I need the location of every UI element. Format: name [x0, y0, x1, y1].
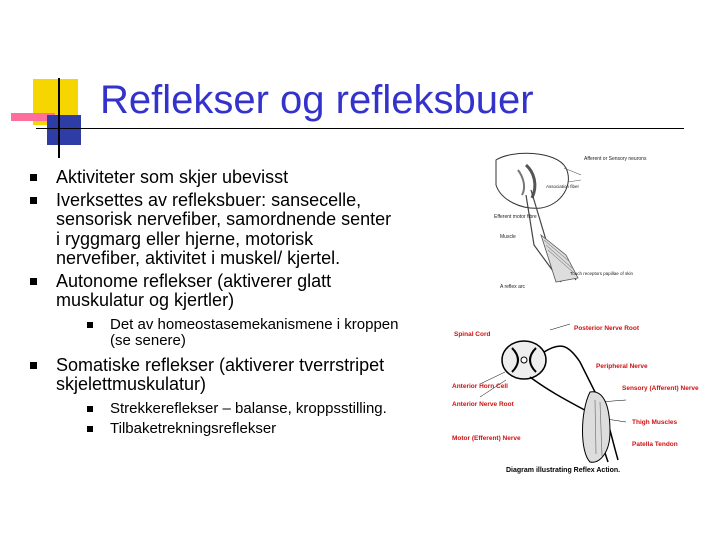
bullet-item [30, 356, 400, 395]
label-touch: Touch receptors papillae of skin [570, 271, 634, 276]
label-thigh-muscles: Thigh Muscles [632, 419, 678, 426]
reflex-action-diagram [450, 322, 699, 482]
label-efferent: Efferent motor fibre [494, 214, 537, 220]
label-sensory-nerve: Sensory (Afferent) Nerve [622, 385, 699, 392]
reflex-arc-svg [486, 150, 646, 295]
sub-bullet-text: Tilbaketrekningsreflekser [110, 420, 277, 437]
bullet-text: Aktiviteter som skjer ubevisst [56, 167, 289, 187]
label-muscle: Muscle [500, 234, 516, 240]
corner-blue-square [47, 115, 81, 145]
label-anterior-horn: Anterior Horn Cell [452, 383, 508, 390]
sub-bullet-item [87, 421, 400, 438]
bullet-item [30, 191, 400, 269]
bullet-marker [30, 197, 37, 204]
label-posterior-root: Posterior Nerve Root [574, 325, 640, 332]
title-rule [36, 128, 684, 129]
bullet-marker [30, 362, 37, 369]
sub-bullet-marker [87, 322, 93, 328]
sub-bullet-text: Det av homeostasemekanismene i kroppen (se senere) [110, 315, 399, 349]
reflex-arc-sketch [486, 150, 646, 295]
bullet-text: Somatiske reflekser (aktiverer tverrstripet skjelettmuskulatur) [56, 354, 385, 394]
label-association: Association fiber [546, 184, 580, 189]
bullet-text: Iverksettes av refleksbuer: sansecelle, sensorisk nervefiber, samordnende senter i ryggmarg eller hjerne, motorisk nervefiber, aktivitet i muskel/ kjertel. [56, 189, 392, 268]
bullet-text: Autonome reflekser (aktiverer glatt muskulatur og kjertler) [56, 270, 332, 310]
label-reflex-arc: A reflex arc [500, 284, 526, 290]
label-patella-tendon: Patella Tendon [632, 441, 678, 448]
bullet-item [30, 272, 400, 311]
sub-bullet-marker [87, 406, 93, 412]
figure-caption: Diagram illustrating Reflex Action. [506, 467, 621, 474]
label-peripheral-nerve: Peripheral Nerve [596, 363, 648, 370]
bullet-item [30, 168, 400, 188]
bullet-list [30, 168, 400, 444]
label-afferent: Afferent or Sensory neurons [584, 156, 647, 162]
bullet-marker [30, 174, 37, 181]
corner-vertical-line [58, 78, 60, 158]
sub-bullet-marker [87, 426, 93, 432]
sub-bullet-text: Strekkereflekser – balanse, kroppsstilling. [110, 399, 387, 417]
label-motor-nerve: Motor (Efferent) Nerve [452, 435, 521, 442]
sub-bullet-item [87, 317, 400, 350]
sub-bullet-item [87, 401, 400, 418]
label-spinal-cord: Spinal Cord [454, 331, 491, 338]
page-title: Reflekser og refleksbuer [100, 78, 534, 122]
bullet-marker [30, 278, 37, 285]
label-anterior-root: Anterior Nerve Root [452, 401, 514, 408]
reflex-action-svg [450, 322, 699, 482]
